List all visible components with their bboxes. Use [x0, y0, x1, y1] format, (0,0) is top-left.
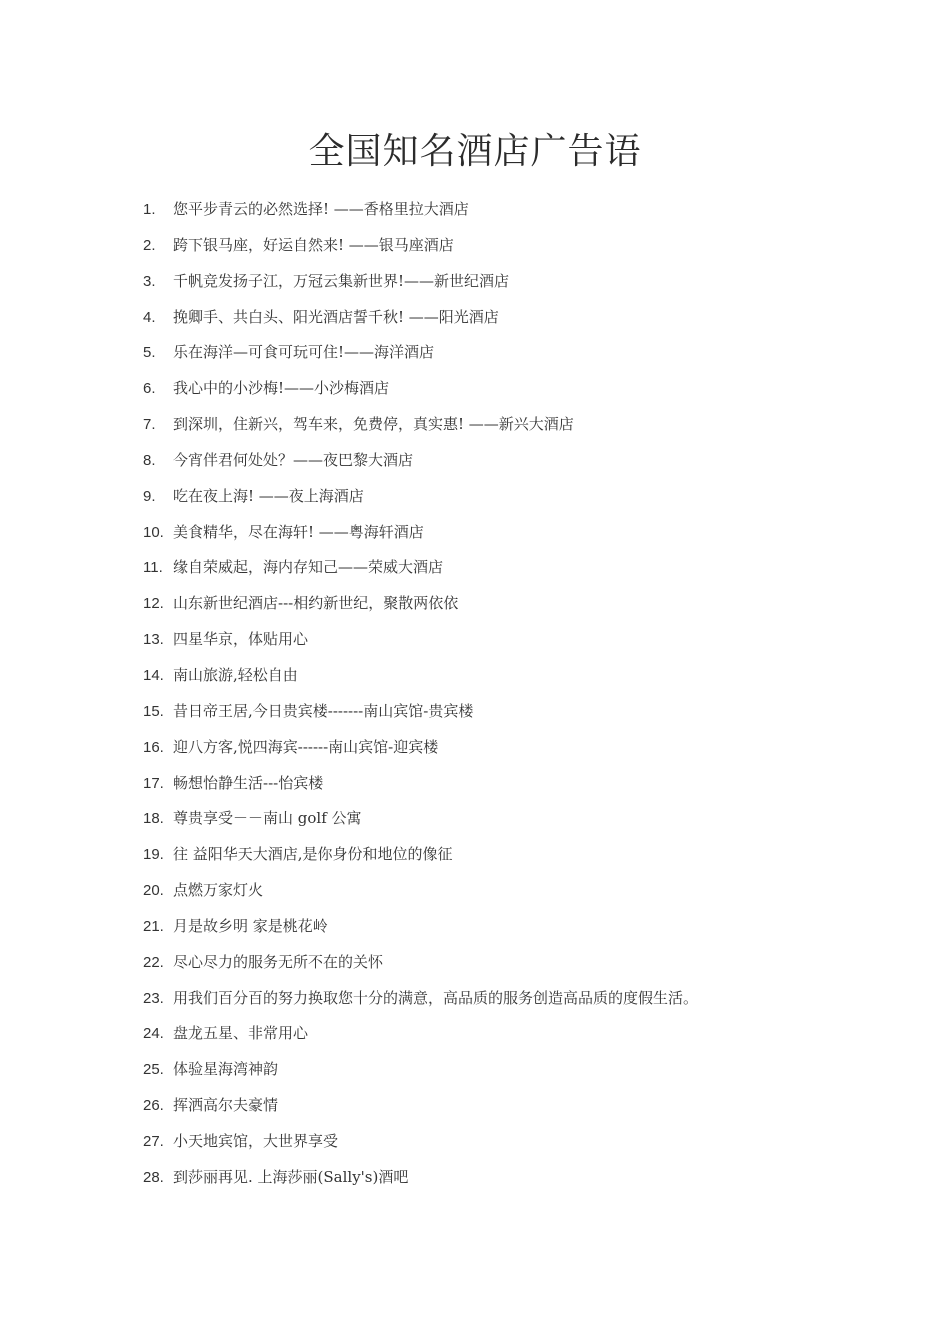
- list-item: [143, 1016, 923, 1052]
- list-item-text: 山东新世纪酒店---相约新世纪，聚散两依依: [173, 594, 459, 613]
- list-item-number: 20.: [143, 882, 164, 900]
- list-item-text: 四星华京，体贴用心: [173, 630, 309, 649]
- list-item-number: 24.: [143, 1025, 164, 1043]
- list-item: [143, 1160, 923, 1196]
- list-item-number: 23.: [143, 989, 164, 1007]
- list-item-number: 14.: [143, 666, 164, 684]
- list-item-text: 缘自荣威起，海内存知己——荣威大酒店: [173, 558, 444, 577]
- list-item-text: 往 益阳华天大酒店,是你身份和地位的像征: [173, 845, 453, 864]
- list-item: [143, 1052, 923, 1088]
- list-item-number: 22.: [143, 953, 164, 971]
- list-item-text: 尽心尽力的服务无所不在的关怀: [173, 952, 384, 971]
- list-item: [143, 371, 923, 407]
- list-item-number: 4.: [143, 308, 156, 326]
- list-item-text: 我心中的小沙梅!——小沙梅酒店: [173, 379, 390, 398]
- list-item-text: 挽卿手、共白头、阳光酒店誓千秋! ——阳光酒店: [173, 307, 499, 326]
- list-item: [143, 873, 923, 909]
- list-item: [143, 622, 923, 658]
- list-item: [143, 766, 923, 802]
- list-item: [143, 264, 923, 300]
- list-item-number: 25.: [143, 1061, 164, 1079]
- list-item-number: 10.: [143, 523, 164, 541]
- list-item-text: 挥洒高尔夫豪情: [173, 1096, 279, 1115]
- list-item-text: 畅想怡静生活---怡宾楼: [173, 773, 324, 792]
- list-item-text: 到深圳，住新兴，驾车来，免费停，真实惠! ——新兴大酒店: [173, 415, 574, 434]
- list-item-text: 昔日帝王居,今日贵宾楼-------南山宾馆-贵宾楼: [173, 701, 474, 720]
- list-item-text: 盘龙五星、非常用心: [173, 1024, 309, 1043]
- list-item: [143, 658, 923, 694]
- list-item-number: 5.: [143, 344, 156, 362]
- list-item: [143, 694, 923, 730]
- document-title: 全国知名酒店广告语: [308, 131, 642, 172]
- list-item-number: 16.: [143, 738, 164, 756]
- list-item-number: 2.: [143, 236, 156, 254]
- list-item: [143, 1088, 923, 1124]
- list-item-text: 千帆竞发扬子江，万冠云集新世界!——新世纪酒店: [173, 271, 510, 290]
- list-item-number: 28.: [143, 1168, 164, 1186]
- list-item-number: 11.: [143, 559, 163, 577]
- list-item-number: 8.: [143, 451, 156, 469]
- list-item: [143, 801, 923, 837]
- list-item-text: 尊贵享受－－南山 golf 公寓: [173, 809, 362, 828]
- list-item-text: 乐在海洋—可食可玩可住!——海洋酒店: [173, 343, 435, 362]
- list-item: [143, 407, 923, 443]
- list-item-text: 迎八方客,悦四海宾------南山宾馆-迎宾楼: [173, 737, 439, 756]
- list-item: [143, 479, 923, 515]
- list-item-number: 27.: [143, 1132, 164, 1150]
- list-item-text: 到莎丽再见. 上海莎丽(Sally's)酒吧: [173, 1167, 409, 1186]
- list-item: [143, 443, 923, 479]
- list-item-number: 17.: [143, 774, 164, 792]
- list-item: [143, 909, 923, 945]
- list-item-number: 12.: [143, 595, 164, 613]
- slogan-list: [143, 192, 923, 1196]
- list-item: [143, 335, 923, 371]
- list-item-number: 3.: [143, 272, 156, 290]
- list-item-text: 美食精华，尽在海轩! ——粤海轩酒店: [173, 522, 424, 541]
- list-item-number: 1.: [143, 201, 156, 218]
- list-item-number: 9.: [143, 487, 156, 505]
- list-item: [143, 586, 923, 622]
- list-item-number: 21.: [143, 917, 164, 935]
- list-item-text: 点燃万家灯火: [173, 881, 264, 900]
- list-item-text: 用我们百分百的努力换取您十分的满意，高品质的服务创造高品质的度假生活。: [173, 988, 699, 1007]
- list-item: [143, 837, 923, 873]
- list-item: [143, 1124, 923, 1160]
- list-item-number: 6.: [143, 380, 156, 398]
- list-item-number: 19.: [143, 846, 164, 864]
- list-item-text: 吃在夜上海! ——夜上海酒店: [173, 486, 364, 505]
- list-item-text: 南山旅游,轻松自由: [173, 665, 298, 684]
- list-item-number: 18.: [143, 810, 164, 828]
- list-item: [143, 945, 923, 981]
- list-item-number: 26.: [143, 1097, 164, 1115]
- list-item-number: 7.: [143, 416, 156, 434]
- list-item-text: 小天地宾馆，大世界享受: [173, 1131, 339, 1150]
- list-item-number: 15.: [143, 702, 164, 720]
- list-item-text: 体验星海湾神韵: [173, 1060, 279, 1079]
- list-item-text: 您平步青云的必然选择! ——香格里拉大酒店: [173, 200, 469, 218]
- list-item: [143, 515, 923, 551]
- list-item: [143, 300, 923, 336]
- list-item: [143, 228, 923, 264]
- list-item: [143, 730, 923, 766]
- list-item: [143, 981, 923, 1017]
- list-item-text: 月是故乡明 家是桃花岭: [173, 916, 328, 935]
- list-item-number: 13.: [143, 631, 164, 649]
- list-item-text: 跨下银马座，好运自然来! ——银马座酒店: [173, 235, 454, 254]
- list-item: [143, 192, 923, 228]
- list-item-text: 今宵伴君何处处？——夜巴黎大酒店: [173, 450, 414, 469]
- list-item: [143, 550, 923, 586]
